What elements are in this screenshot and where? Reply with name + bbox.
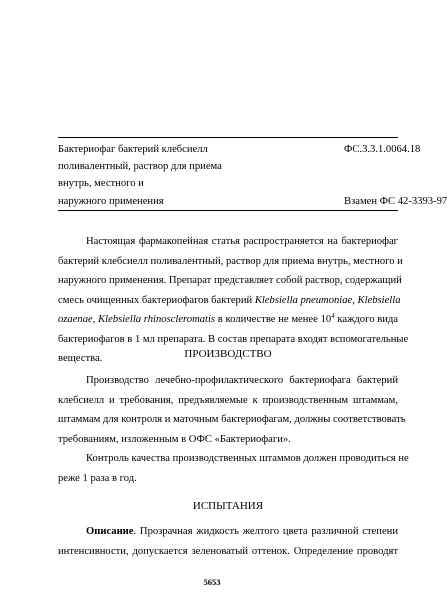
species-separator: ,	[92, 314, 99, 325]
production-line-1: Производство лечебно-профилактического бактериофага бактерий	[86, 375, 398, 386]
intro-quantity-tail: каждого вида	[334, 314, 398, 325]
intro-line-6: бактериофагов в 1 мл препарата. В состав препарата входят вспомогательные	[58, 333, 409, 345]
species-name-ozaenae: ozaenae	[58, 314, 93, 325]
intro-line-5	[58, 310, 398, 330]
header-row-4	[58, 196, 447, 208]
intro-line-1: Настоящая фармакопейная статья распространяется на бактериофаг	[86, 236, 398, 247]
header-title-line-3: внутрь, местного и	[58, 178, 144, 189]
header-title-line-4: наружного применения	[58, 196, 164, 207]
header-row-3	[58, 178, 398, 190]
intro-line-2: бактерий клебсиелл поливалентный, раствор для приема внутрь, местного и	[58, 255, 403, 267]
header-row-1	[58, 144, 421, 156]
header-bottom-rule	[58, 210, 398, 211]
production-line-4: требованиям, изложенным в ОФС «Бактериофаги».	[58, 433, 291, 445]
header-row-2	[58, 161, 398, 173]
intro-line-7: вещества.	[58, 353, 103, 364]
intro-line-3: наружного применения. Препарат представляет собой раствор, содержащий	[58, 275, 402, 286]
intro-line-4-text: смесь очищенных бактериофагов бактерий	[58, 294, 255, 306]
tests-heading: ИСПЫТАНИЯ	[192, 500, 264, 512]
tests-line-1	[58, 522, 398, 542]
exponent: 4	[331, 312, 335, 320]
page-number: 5653	[203, 577, 221, 587]
production-line-5: Контроль качества производственных штаммов должен проводиться не	[86, 453, 409, 464]
species-names-1: Klebsiella pneumoniae, Klebsiella	[254, 294, 401, 306]
header-title-line-1: Бактериофаг бактерий клебсиелл	[58, 144, 208, 155]
document-code: ФС.3.3.1.0064.18	[344, 144, 421, 155]
production-line-3: штаммам для контроля и маточным бактериофагам, должны соответствовать	[58, 414, 406, 425]
description-text: . Прозрачная жидкость желтого цвета различной степени	[133, 526, 398, 537]
production-line-6: реже 1 раза в год.	[58, 472, 137, 484]
header-top-rule	[58, 137, 398, 138]
production-line-2: клебсиелл и требования, предъявляемые к производственным штаммам,	[58, 394, 398, 406]
production-heading: ПРОИЗВОДСТВО	[184, 348, 272, 360]
intro-quantity-text: в количестве не менее 10	[215, 314, 332, 325]
tests-line-2: интенсивности, допускается зеленоватый оттенок. Определение проводят	[58, 545, 398, 557]
intro-line-4	[58, 291, 401, 311]
species-name-rhinoscleromatis: Klebsiella rhinoscleromatis	[98, 314, 216, 325]
header-title-line-2: поливалентный, раствор для приема	[58, 161, 222, 172]
description-label: Описание	[86, 526, 134, 537]
replaces-notice: Взамен ФС 42-3393-97	[344, 196, 447, 207]
